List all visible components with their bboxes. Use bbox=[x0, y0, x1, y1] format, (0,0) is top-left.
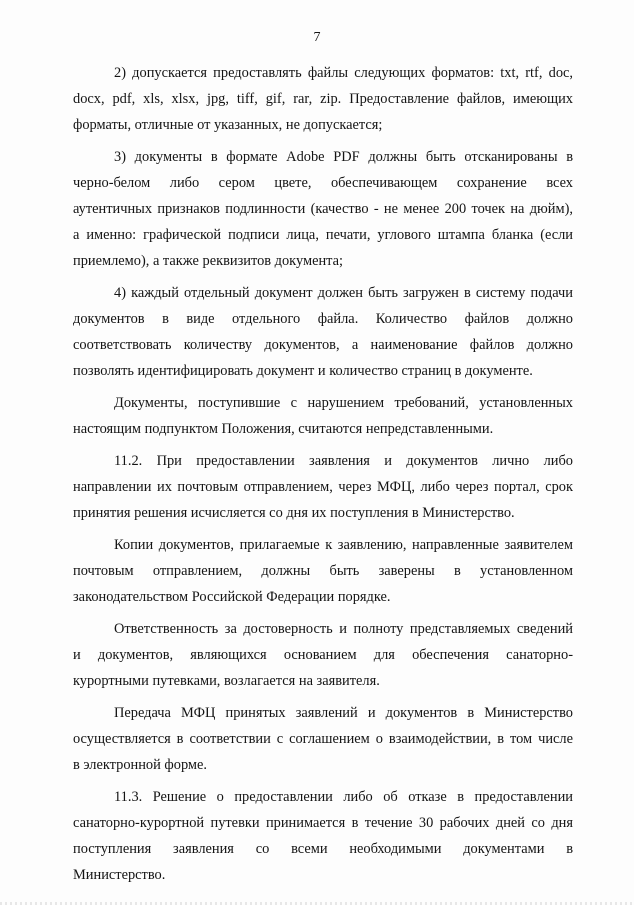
paragraph-violations bbox=[73, 390, 573, 442]
text-line: аутентичных признаков подлинности (качество - не менее 200 точек на дюйм), bbox=[73, 201, 573, 217]
paragraph-responsibility bbox=[73, 616, 573, 694]
text-line: настоящим подпунктом Положения, считаются непредставленными. bbox=[73, 421, 494, 437]
text-line: 4) каждый отдельный документ должен быть загружен в систему подачи bbox=[114, 285, 573, 301]
text-line: документов в виде отдельного файла. Количество файлов должно bbox=[73, 311, 573, 327]
text-line: Копии документов, прилагаемые к заявлению, направленные заявителем bbox=[114, 537, 573, 553]
text-line: почтовым отправлением, должны быть заверены в установленном bbox=[73, 563, 573, 579]
text-line: черно-белом либо сером цвете, обеспечивающем сохранение всех bbox=[73, 175, 573, 191]
text-line: 11.3. Решение о предоставлении либо об отказе в предоставлении bbox=[114, 789, 573, 805]
text-line: Документы, поступившие с нарушением требований, установленных bbox=[114, 395, 573, 411]
paragraph-formats bbox=[73, 60, 573, 138]
text-line: курортными путевками, возлагается на заявителя. bbox=[73, 673, 380, 689]
text-line: Министерство. bbox=[73, 867, 166, 883]
text-line: приемлемо), а также реквизитов документа; bbox=[73, 253, 344, 269]
paragraph-copies bbox=[73, 532, 573, 610]
paragraph-mfc-transfer bbox=[73, 700, 573, 778]
text-line: поступления заявления со всеми необходимыми документами в bbox=[73, 841, 573, 857]
text-line: соответствовать количеству документов, а наименование файлов должно bbox=[73, 337, 573, 353]
document-body bbox=[73, 60, 573, 888]
paragraph-separate-files bbox=[73, 280, 573, 384]
text-line: Передача МФЦ принятых заявлений и документов в Министерство bbox=[114, 705, 573, 721]
text-line: 11.2. При предоставлении заявления и документов лично либо bbox=[114, 453, 573, 469]
text-line: в электронной форме. bbox=[73, 757, 208, 773]
paragraph-11-2 bbox=[73, 448, 573, 526]
text-line: 2) допускается предоставлять файлы следующих форматов: txt, rtf, doc, bbox=[114, 65, 573, 81]
paragraph-pdf-scan bbox=[73, 144, 573, 274]
text-line: docx, pdf, xls, xlsx, jpg, tiff, gif, rar, zip. Предоставление файлов, имеющих bbox=[73, 91, 573, 107]
text-line: санаторно-курортной путевки принимается в течение 30 рабочих дней со дня bbox=[73, 815, 573, 831]
text-line: законодательством Российской Федерации порядке. bbox=[73, 589, 391, 605]
paragraph-11-3 bbox=[73, 784, 573, 888]
page-number: 7 bbox=[313, 30, 321, 45]
text-line: осуществляется в соответствии с соглашением о взаимодействии, в том числе bbox=[73, 731, 573, 747]
text-line: Ответственность за достоверность и полноту представляемых сведений bbox=[114, 621, 573, 637]
text-line: а именно: графической подписи лица, печати, углового штампа бланка (если bbox=[73, 227, 573, 243]
text-line: и документов, являющихся основанием для обеспечения санаторно- bbox=[73, 647, 573, 663]
text-line: форматы, отличные от указанных, не допускается; bbox=[73, 117, 383, 133]
text-line: 3) документы в формате Adobe PDF должны быть отсканированы в bbox=[114, 149, 573, 165]
text-line: позволять идентифицировать документ и количество страниц в документе. bbox=[73, 363, 533, 379]
text-line: принятия решения исчисляется со дня их поступления в Министерство. bbox=[73, 505, 515, 521]
text-line: направлении их почтовым отправлением, через МФЦ, либо через портал, срок bbox=[73, 479, 573, 495]
